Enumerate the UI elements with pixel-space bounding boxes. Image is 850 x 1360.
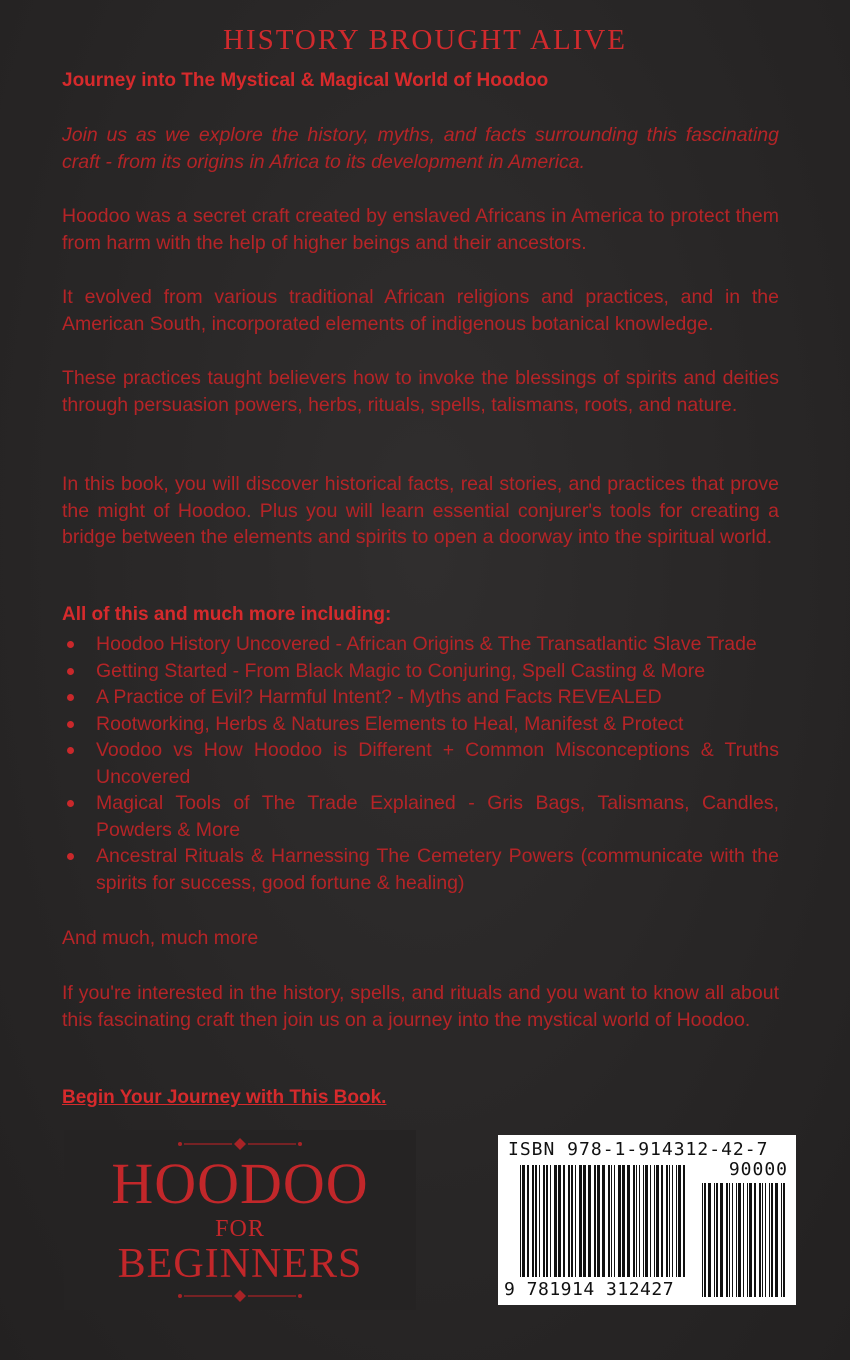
- barcode-bar: [708, 1183, 711, 1297]
- body-paragraph: In this book, you will discover historical facts, real stories, and practices that prove the might of Hoodoo. Plus you will learn essential conjurer's tools for creating a bridge between the elements and spirits to open a doorway into the spiritual world.: [62, 473, 779, 548]
- logo-subtitle: BEGINNERS: [117, 1241, 363, 1287]
- barcode-bar: [611, 1165, 612, 1277]
- barcode-bar: [622, 1165, 625, 1277]
- barcode-bar: [650, 1165, 651, 1277]
- feature-text: Rootworking, Herbs & Natures Elements to Heal, Manifest & Protect: [96, 712, 684, 735]
- barcode-bar: [520, 1165, 521, 1277]
- isbn-barcode: [498, 1135, 796, 1305]
- barcode-bar: [783, 1183, 785, 1297]
- logo-title: HOODOO: [111, 1151, 369, 1216]
- bullet-icon: [67, 800, 74, 807]
- barcode-bar: [736, 1183, 737, 1297]
- barcode-bar: [775, 1183, 778, 1297]
- barcode-bar: [636, 1165, 637, 1277]
- barcode-bar: [759, 1183, 761, 1297]
- barcode-bar: [633, 1165, 635, 1277]
- feature-item: [62, 684, 779, 711]
- barcode-bar: [546, 1165, 548, 1277]
- cover-heading: HISTORY BROUGHT ALIVE: [223, 24, 627, 56]
- barcode-bar: [539, 1165, 540, 1277]
- logo-for: FOR: [215, 1216, 265, 1242]
- barcode-bar: [672, 1165, 673, 1277]
- barcode-bar: [771, 1183, 773, 1297]
- barcode-bar: [769, 1183, 770, 1297]
- barcode-bar: [720, 1183, 723, 1297]
- barcode-bar: [765, 1183, 766, 1297]
- barcode-bar: [762, 1183, 763, 1297]
- feature-item: [62, 737, 779, 790]
- body-paragraph: It evolved from various traditional African religions and practices, and in the American South, incorporated elements of indigenous botanical knowledge.: [62, 286, 779, 335]
- feature-item: [62, 658, 779, 685]
- bullet-icon: [67, 853, 74, 860]
- isbn-number: ISBN 978-1-914312-42-7: [508, 1139, 769, 1160]
- barcode-bar: [732, 1183, 733, 1297]
- bullet-icon: [67, 668, 74, 675]
- barcode-bar: [729, 1183, 730, 1297]
- feature-text: Voodoo vs How Hoodoo is Different + Common Misconceptions & Truths Uncovered: [96, 739, 779, 788]
- ean-digits: 9 781914 312427: [504, 1279, 675, 1300]
- barcode-bar: [702, 1183, 703, 1297]
- barcode-bar: [654, 1165, 655, 1277]
- feature-item: [62, 711, 779, 738]
- barcode-bar: [614, 1165, 615, 1277]
- barcode-bar: [747, 1183, 748, 1297]
- feature-item: [62, 631, 779, 658]
- barcode-bar: [522, 1165, 525, 1277]
- barcode-bar: [738, 1183, 741, 1297]
- barcode-bar: [594, 1165, 596, 1277]
- barcode-bar: [571, 1165, 573, 1277]
- barcode-bar: [666, 1165, 668, 1277]
- barcode-bar: [714, 1183, 715, 1297]
- feature-text: Ancestral Rituals & Harnessing The Cemetery Powers (communicate with the spirits for success, good fortune & healing): [96, 845, 779, 894]
- barcode-bar: [558, 1165, 561, 1277]
- series-logo: [64, 1130, 416, 1310]
- barcode-bar: [743, 1183, 744, 1297]
- feature-list-title: All of this and much more including:: [62, 604, 392, 625]
- barcode-bar: [618, 1165, 621, 1277]
- barcode-bar: [579, 1165, 582, 1277]
- bullet-icon: [67, 747, 74, 754]
- barcode-bar: [754, 1183, 756, 1297]
- closing-paragraph: If you're interested in the history, spells, and rituals and you want to know all about this fascinating craft then join us on a journey into the mystical world of Hoodoo.: [62, 982, 779, 1031]
- barcode-bar: [543, 1165, 545, 1277]
- barcode-bar: [669, 1165, 670, 1277]
- barcode-bar: [563, 1165, 565, 1277]
- feature-text: A Practice of Evil? Harmful Intent? - Myths and Facts REVEALED: [96, 686, 662, 708]
- barcode-bar: [656, 1165, 659, 1277]
- feature-list: [62, 631, 779, 896]
- price-code: 90000: [728, 1159, 788, 1180]
- barcode-bar: [588, 1165, 591, 1277]
- barcode-bar: [643, 1165, 644, 1277]
- call-to-action: Begin Your Journey with This Book.: [62, 1087, 387, 1108]
- intro-paragraph: Join us as we explore the history, myths, and facts surrounding this fascinating craft - from its origins in Africa to its development in America.: [62, 124, 779, 173]
- feature-text: Magical Tools of The Trade Explained - Gris Bags, Talismans, Candles, Powders & More: [96, 792, 779, 841]
- bullet-icon: [67, 641, 74, 648]
- barcode-bar: [661, 1165, 663, 1277]
- barcode-bar: [527, 1165, 529, 1277]
- feature-item: [62, 843, 779, 896]
- body-paragraph: These practices taught believers how to invoke the blessings of spirits and deities through persuasion powers, herbs, rituals, spells, talismans, roots, and nature.: [62, 367, 779, 416]
- barcode-bar: [608, 1165, 610, 1277]
- barcode-bar: [683, 1165, 685, 1277]
- bullet-icon: [67, 694, 74, 701]
- body-paragraph: Hoodoo was a secret craft created by enslaved Africans in America to protect them from harm with the help of higher beings and their ancestors.: [62, 205, 779, 254]
- feature-text: Getting Started - From Black Magic to Conjuring, Spell Casting & More: [96, 659, 706, 682]
- barcode-bar: [749, 1183, 752, 1297]
- barcode-bar: [704, 1183, 706, 1297]
- barcode-bar: [602, 1165, 605, 1277]
- closing-short: And much, much more: [62, 927, 259, 949]
- barcode-bar: [726, 1183, 728, 1297]
- barcode-bar: [554, 1165, 557, 1277]
- barcode-bar: [676, 1165, 677, 1277]
- barcode-bar: [583, 1165, 586, 1277]
- barcode-bar: [575, 1165, 576, 1277]
- feature-item: [62, 790, 779, 843]
- barcode-bar: [568, 1165, 570, 1277]
- barcode-bar: [535, 1165, 537, 1277]
- barcode-bar: [716, 1183, 718, 1297]
- barcode-bar: [678, 1165, 681, 1277]
- barcode-bar: [550, 1165, 551, 1277]
- barcode-bar: [645, 1165, 648, 1277]
- barcode-bar: [597, 1165, 600, 1277]
- barcode-bar: [781, 1183, 782, 1297]
- barcode-bar: [627, 1165, 630, 1277]
- subheading: Journey into The Mystical & Magical World of Hoodoo: [62, 70, 549, 91]
- bullet-icon: [67, 721, 74, 728]
- feature-text: Hoodoo History Uncovered - African Origins & The Transatlantic Slave Trade: [96, 633, 757, 655]
- barcode-bar: [532, 1165, 534, 1277]
- barcode-bar: [639, 1165, 640, 1277]
